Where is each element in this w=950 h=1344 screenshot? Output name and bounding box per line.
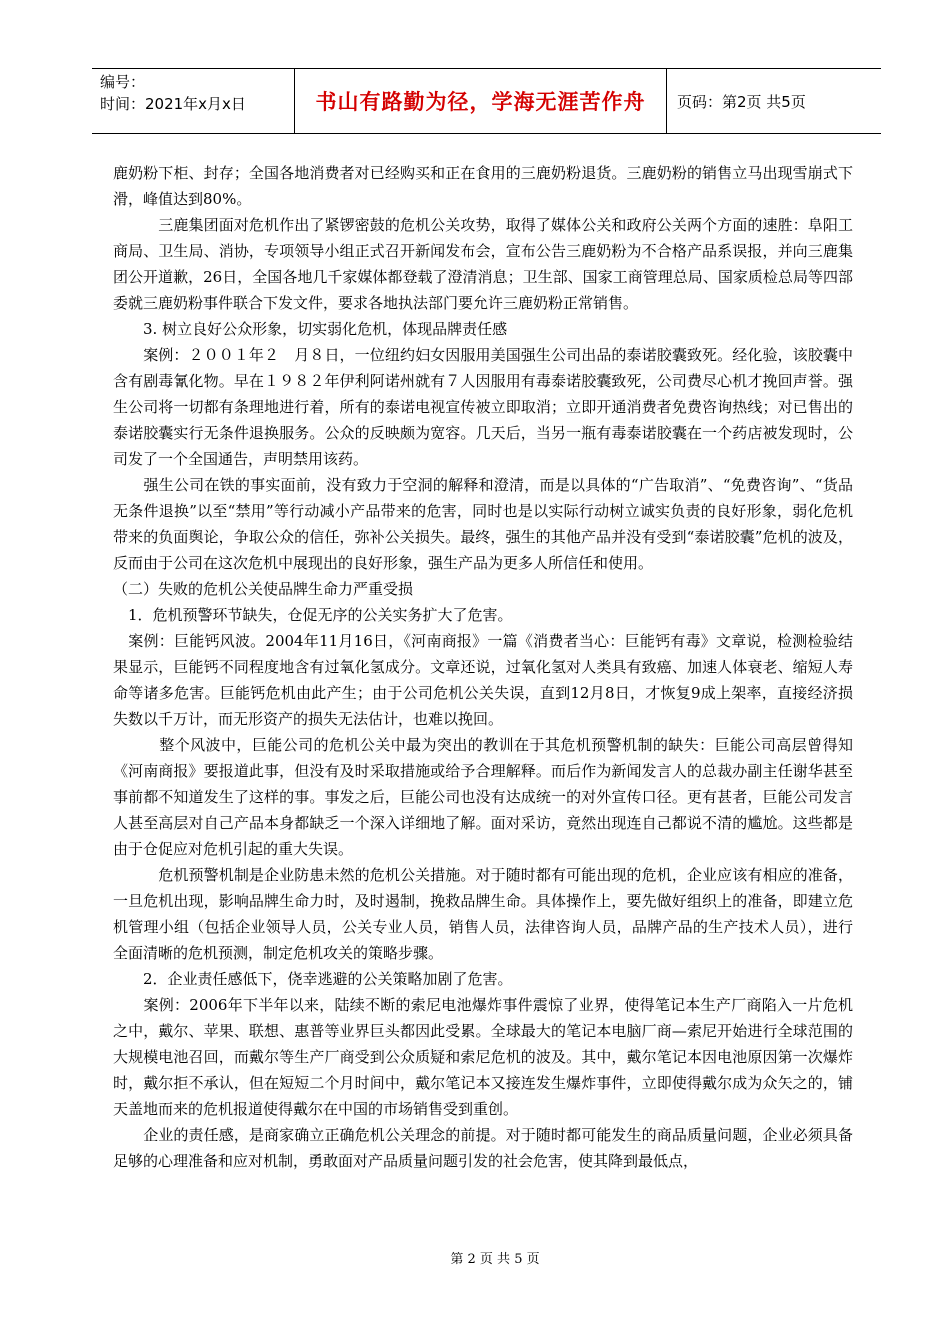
paragraph: 案例：巨能钙风波。2004年11月16日，《河南商报》一篇《消费者当心：巨能钙有毒》文章说，检测检验结果显示，巨能钙不同程度地含有过氧化氢成分。文章还说，过氧化氢对人类具有致癌、加速人体衰老、缩短人寿命等诸多危害。巨能钙危机由此产生；由于公司危机公关失误，直到12月8日，才恢复9成上架率，直接经济损失数以千万计，而无形资产的损失无法估计，也难以挽回。 (113, 632, 853, 728)
paragraph: 危机预警机制是企业防患未然的危机公关措施。对于随时都有可能出现的危机，企业应该有相应的准备，一旦危机出现，影响品牌生命力时，及时遏制，挽救品牌生命。具体操作上，要先做好组织上的准备，即建立危机管理小组（包括企业领导人员，公关专业人员，销售人员，法律咨询人员，品牌产品的生产技术人员），进行全面清晰的危机预测，制定危机攻关的策略步骤。 (113, 866, 853, 962)
page-footer: 第 2 页 共 5 页 (450, 1252, 540, 1267)
paragraph: 案例：2006年下半年以来，陆续不断的索尼电池爆炸事件震惊了业界，使得笔记本生产厂商陷入一片危机之中，戴尔、苹果、联想、惠普等业界巨头都因此受累。全球最大的笔记本电脑厂商—索尼开始进行全球范围的大规模电池召回，而戴尔等生产厂商受到公众质疑和索尼危机的波及。其中，戴尔笔记本因电池原因第一次爆炸时，戴尔拒不承认，但在短短二个月时间中，戴尔笔记本又接连发生爆炸事件，立即使得戴尔成为众矢之的，铺天盖地而来的危机报道使得戴尔在中国的市场销售受到重创。 (113, 996, 853, 1118)
paragraph: 强生公司在铁的事实面前，没有致力于空洞的解释和澄清，而是以具体的“广告取消”、“免费咨询”、“货品无条件退换”以至“禁用”等行动减小产品带来的危害，同时也是以实际行动树立诚实负责的良好形象，弱化危机带来的负面舆论，争取公众的信任，弥补公关损失。最终，强生的其他产品并没有受到“泰诺胶囊”危机的波及，反而由于公司在这次危机中展现出的良好形象，强生产品为更多人所信任和使用。 (113, 476, 853, 572)
document-body (113, 160, 853, 1174)
document-number-label: 编号： (100, 73, 146, 91)
paragraph: 鹿奶粉下柜、封存；全国各地消费者对已经购买和正在食用的三鹿奶粉退货。三鹿奶粉的销售立马出现雪崩式下滑，峰值达到80%。 (113, 164, 853, 208)
page-header (92, 68, 881, 134)
paragraph: 企业的责任感，是商家确立正确危机公关理念的前提。对于随时都可能发生的商品质量问题，企业必须具备足够的心理准备和应对机制，勇敢面对产品质量问题引发的社会危害，使其降到最低点， (113, 1126, 853, 1170)
document-time-label: 时间：2021年x月x日 (100, 95, 246, 113)
header-page-label: 页码：第2页 共5页 (677, 92, 806, 111)
paragraph: 整个风波中，巨能公司的危机公关中最为突出的教训在于其危机预警机制的缺失：巨能公司高层曾得知《河南商报》要报道此事，但没有及时采取措施或给予合理解释。而后作为新闻发言人的总裁办副主任谢华甚至事前都不知道发生了这样的事。事发之后，巨能公司也没有达成统一的对外宣传口径。更有甚者，巨能公司发言人甚至高层对自己产品本身都缺乏一个深入详细地了解。面对采访，竟然出现连自己都说不清的尴尬。这些都是由于仓促应对危机引起的重大失误。 (113, 736, 853, 858)
header-meta (92, 69, 294, 133)
section-heading: （二）失败的危机公关使品牌生命力严重受损 (113, 580, 414, 598)
paragraph: 1．危机预警环节缺失，仓促无序的公关实务扩大了危害。 (113, 606, 513, 624)
paragraph: 3. 树立良好公众形象，切实弱化危机，体现品牌责任感 (113, 320, 508, 338)
paragraph: 2．企业责任感低下，侥幸逃避的公关策略加剧了危害。 (113, 970, 513, 988)
paragraph: 案例：２００１年２ 月８日，一位纽约妇女因服用美国强生公司出品的泰诺胶囊致死。经化验，该胶囊中含有剧毒氰化物。早在１９８２年伊利阿诺州就有７人因服用有毒泰诺胶囊致死，公司费尽心机才挽回声誉。强生公司将一切都有条理地进行着，所有的泰诺电视宣传被立即取消；立即开通消费者免费咨询热线；对已售出的泰诺胶囊实行无条件退换服务。公众的反映颇为宽容。几天后，当另一瓶有毒泰诺胶囊在一个药店被发现时，公司发了一个全国通告，声明禁用该药。 (113, 346, 853, 468)
header-motto: 书山有路勤为径，学海无涯苦作舟 (294, 69, 667, 133)
paragraph: 三鹿集团面对危机作出了紧锣密鼓的危机公关攻势，取得了媒体公关和政府公关两个方面的速胜：阜阳工商局、卫生局、消协，专项领导小组正式召开新闻发布会，宣布公告三鹿奶粉为不合格产品系误报，并向三鹿集团公开道歉，26日，全国各地几千家媒体都登载了澄清消息；卫生部、国家工商管理总局、国家质检总局等四部委就三鹿奶粉事件联合下发文件，要求各地执法部门要允许三鹿奶粉正常销售。 (113, 216, 853, 312)
